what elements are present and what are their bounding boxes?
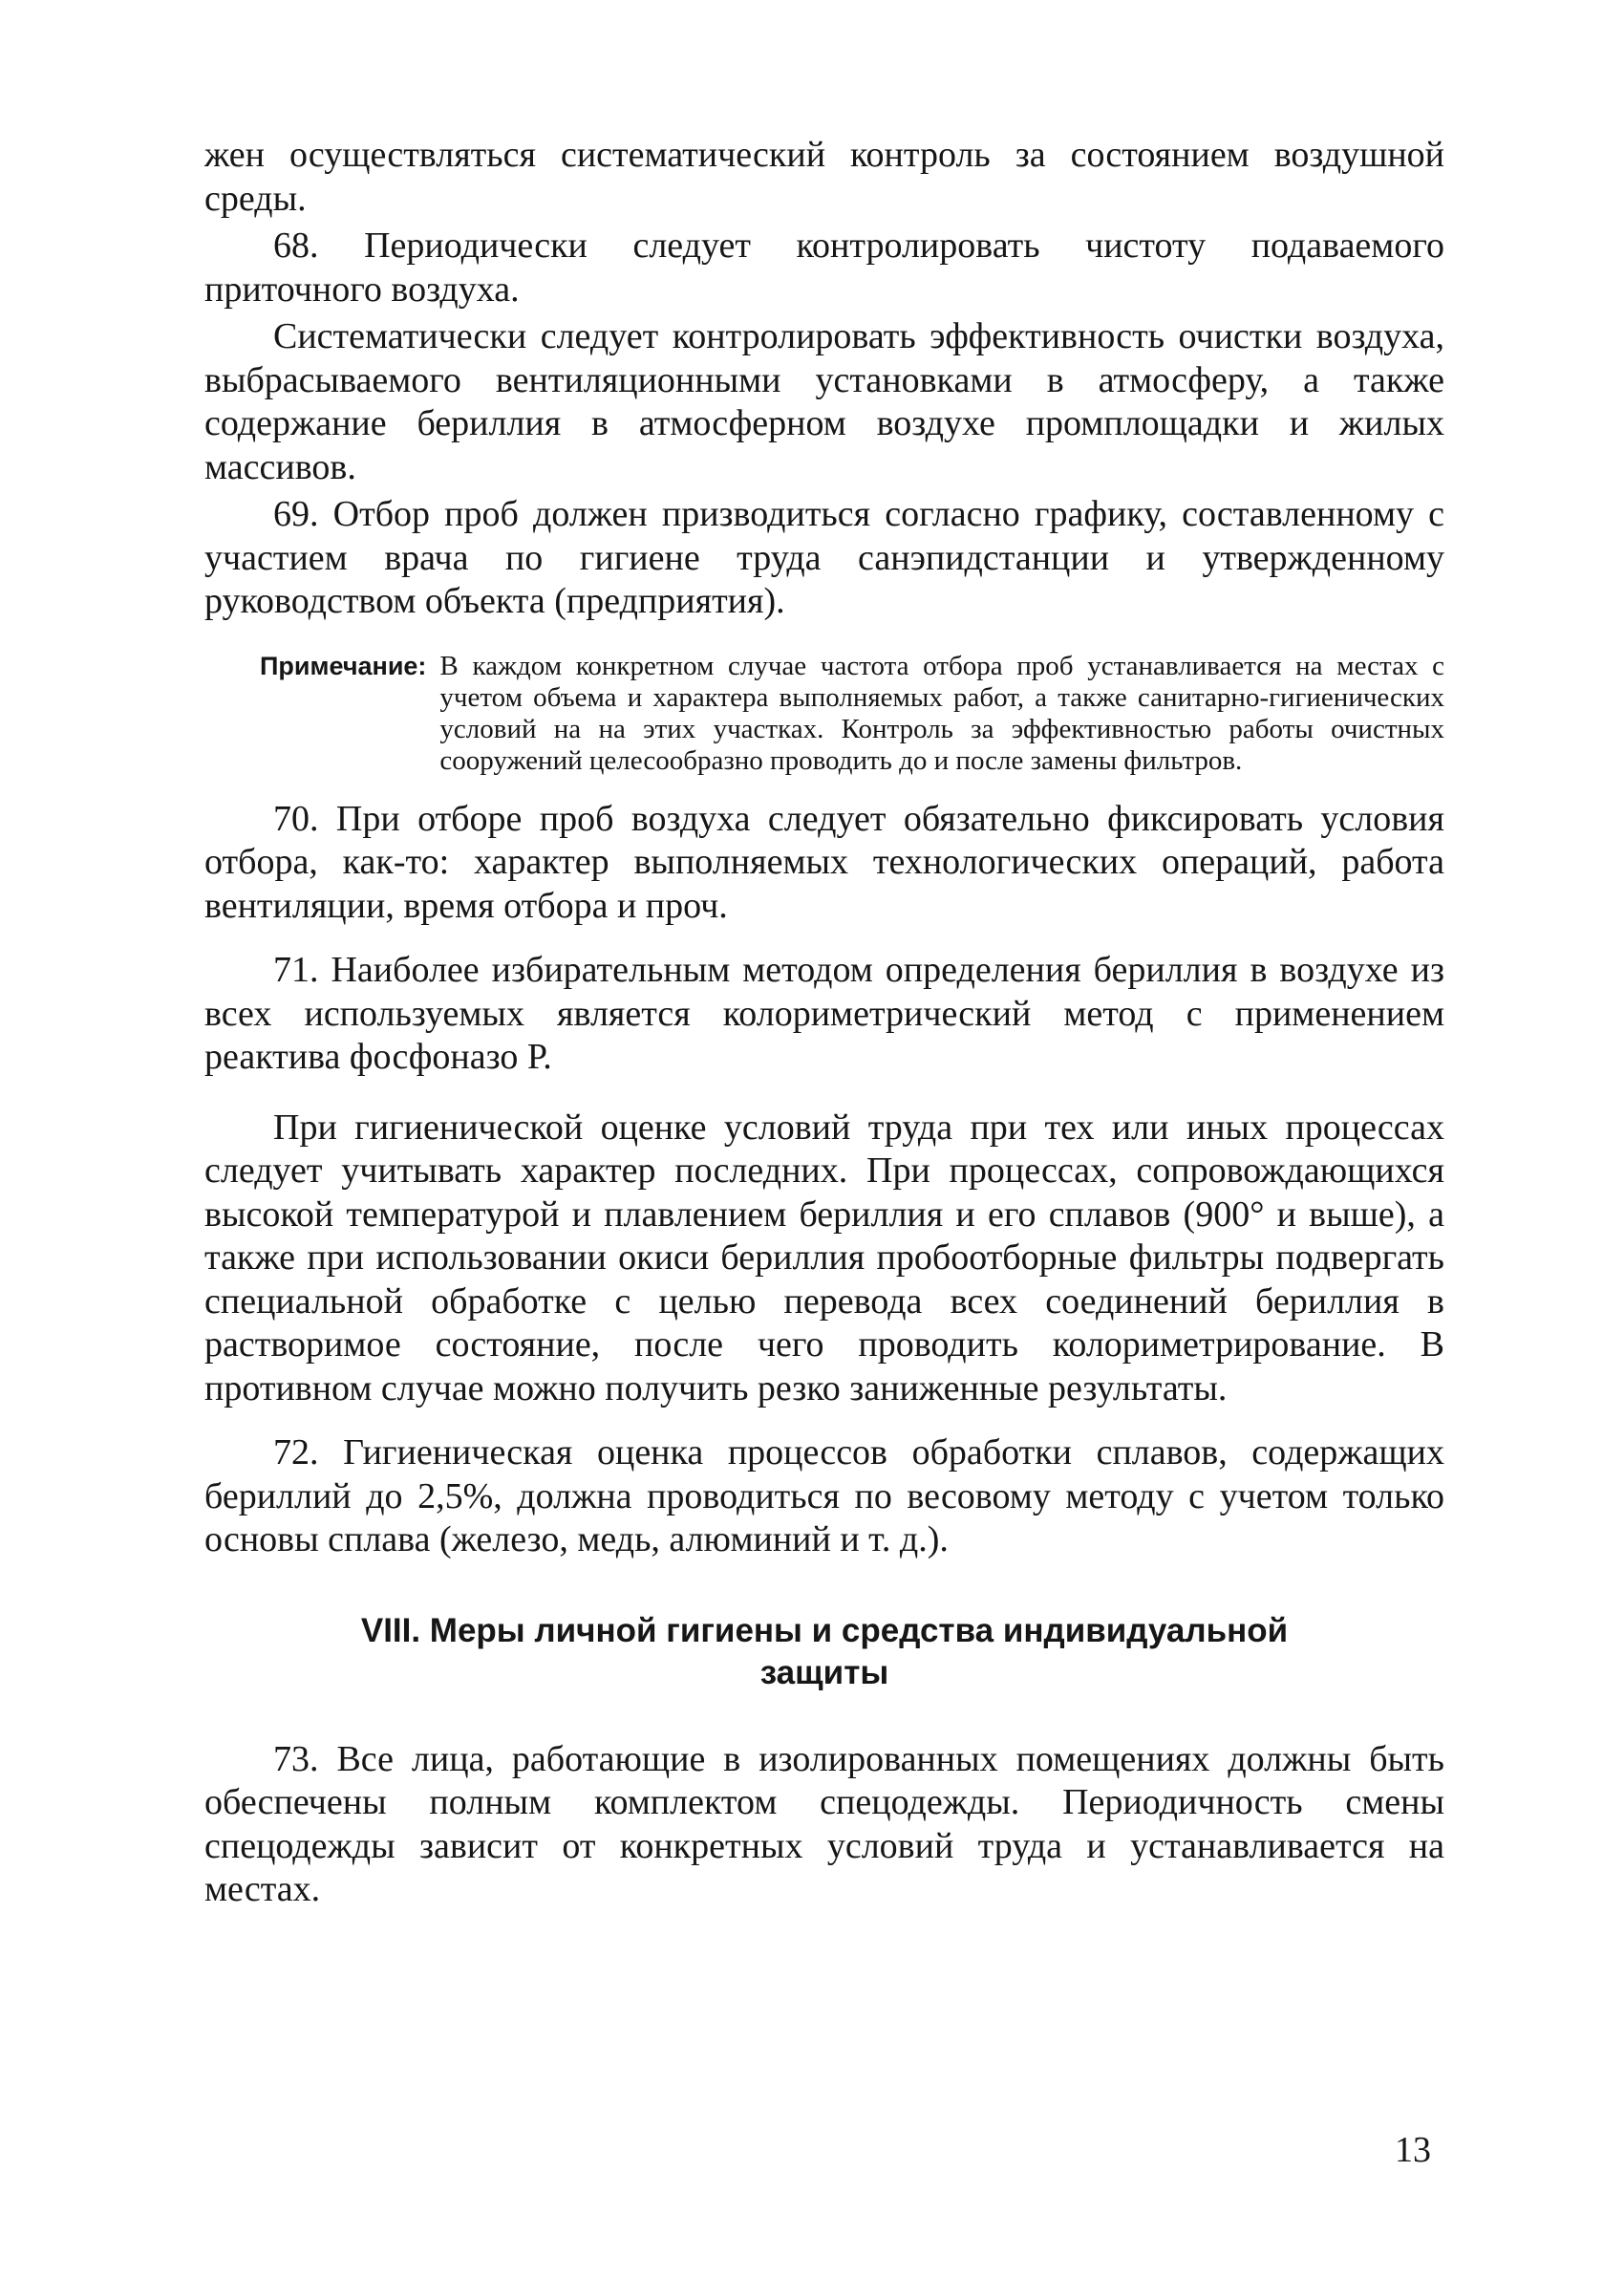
paragraph-71: 71. Наиболее избирательным методом определения бериллия в воздухе из всех используемых является колориметрический метод с применением реактива фосфоназо Р.: [204, 950, 1444, 1077]
paragraph-69: 69. Отбор проб должен призводиться согласно графику, составленному с участием врача по гигиене труда санэпидстанции и утвержденному руководством объекта (предприятия).: [204, 494, 1444, 621]
paragraph-68-continued: Систематически следует контролировать эффективность очистки воздуха, выбрасываемого вентиляционными установками в атмосферу, а также содержание бериллия в атмосферном воздухе промплощадки и жилых массивов.: [204, 316, 1444, 487]
note-label: Примечание:: [260, 651, 427, 680]
page-number: 13: [1395, 2130, 1431, 2170]
paragraph-70: 70. При отборе проб воздуха следует обязательно фиксировать условия отбора, как-то: характер выполняемых технологических операций, работа вентиляции, время отбора и проч.: [204, 798, 1444, 926]
paragraph-continued: жен осуществляться систематический контроль за состоянием воздушной среды.: [204, 135, 1444, 219]
document-page: [204, 134, 1444, 1912]
section-heading: [204, 1610, 1444, 1694]
section-heading-line-2: защиты: [759, 1653, 889, 1691]
note-text: В каждом конкретном случае частота отбора проб устанавливается на местах с учетом объема и характера выполняемых работ, а также санитарно-гигиенических условий на на этих участках. Контроль за эффективностью работы очистных сооружений целесообразно проводить до и после замены фильтров.: [439, 650, 1444, 776]
paragraph-72: 72. Гигиеническая оценка процессов обработки сплавов, содержащих бериллий до 2,5%, должна проводиться по весовому методу с учетом только основы сплава (железо, медь, алюминий и т. д.).: [204, 1432, 1444, 1559]
section-heading-line-1: VIII. Меры личной гигиены и средства индивидуальной: [360, 1611, 1289, 1649]
paragraph-71-continued: При гигиенической оценке условий труда при тех или иных процессах следует учитывать характер последних. При процессах, сопровождающихся высокой температурой и плавлением бериллия и его сплавов (900° и выше), а также при использовании окиси бериллия пробоотборные фильтры подвергать специальной обработке с целью перевода всех соединений бериллия в растворимое состояние, после чего проводить колориметрирование. В противном случае можно получить резко заниженные результаты.: [204, 1107, 1444, 1408]
paragraph-68: 68. Периодически следует контролировать чистоту подаваемого приточного воздуха.: [204, 226, 1444, 310]
paragraph-73: 73. Все лица, работающие в изолированных помещениях должны быть обеспечены полным комплектом спецодежды. Периодичность смены спецодежды зависит от конкретных условий труда и устанавливается на местах.: [204, 1738, 1444, 1909]
note-block: [260, 651, 1444, 777]
